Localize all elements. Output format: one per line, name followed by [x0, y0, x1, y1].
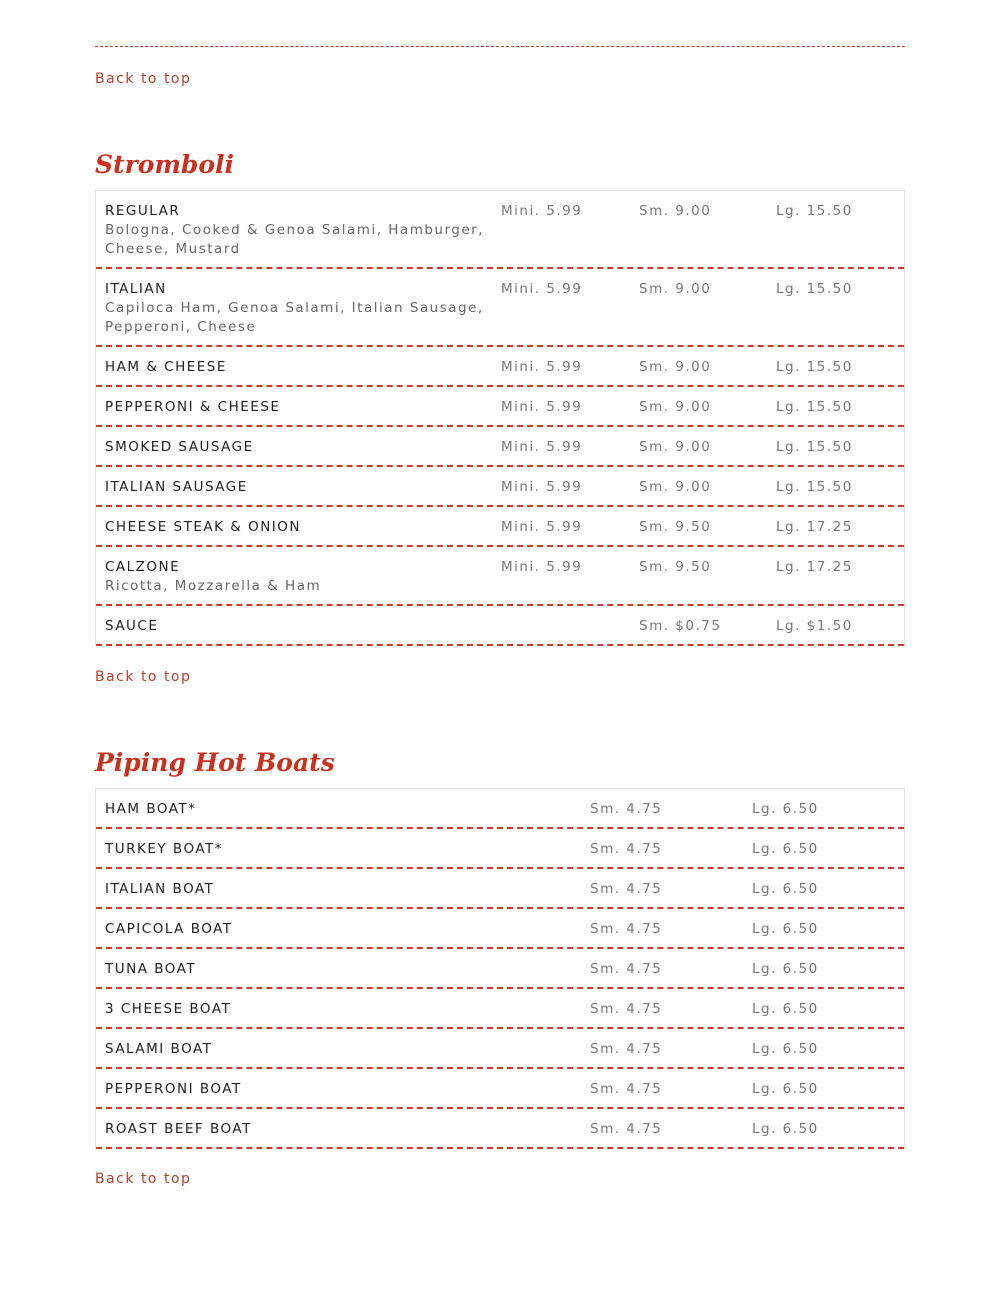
price-small: Sm. 4.75	[590, 961, 663, 977]
menu-row	[96, 1029, 904, 1069]
top-divider	[95, 46, 905, 47]
price-small: Sm. 4.75	[590, 841, 663, 857]
price-large: Lg. 15.50	[776, 479, 853, 495]
item-name: ROAST BEEF BOAT	[105, 1121, 252, 1137]
section-title-boats: Piping Hot Boats	[95, 748, 335, 777]
price-large: Lg. 17.25	[776, 519, 853, 535]
menu-row	[96, 869, 904, 909]
item-name: CHEESE STEAK & ONION	[105, 519, 302, 535]
price-large: Lg. 17.25	[776, 559, 853, 575]
item-name: ITALIAN BOAT	[105, 881, 215, 897]
price-small: Sm. 4.75	[590, 921, 663, 937]
price-mini: Mini. 5.99	[501, 559, 583, 575]
price-small: Sm. 4.75	[590, 1081, 663, 1097]
item-name: TUNA BOAT	[105, 961, 197, 977]
back-to-top-link[interactable]: Back to top	[95, 71, 192, 87]
menu-row	[96, 789, 904, 829]
price-large: Lg. 15.50	[776, 281, 853, 297]
back-to-top-link[interactable]: Back to top	[95, 1171, 192, 1187]
price-mini: Mini. 5.99	[501, 359, 583, 375]
price-large: Lg. 15.50	[776, 359, 853, 375]
menu-row	[96, 507, 904, 547]
item-name: CAPICOLA BOAT	[105, 921, 233, 937]
price-mini: Mini. 5.99	[501, 479, 583, 495]
menu-row	[96, 547, 904, 606]
price-large: Lg. 6.50	[752, 841, 819, 857]
item-name: PEPPERONI & CHEESE	[105, 399, 281, 415]
stromboli-menu-table	[95, 190, 905, 646]
price-small: Sm. 4.75	[590, 1001, 663, 1017]
menu-row	[96, 606, 904, 646]
price-large: Lg. 6.50	[752, 961, 819, 977]
price-small: Sm. $0.75	[639, 618, 722, 634]
item-name: ITALIAN	[105, 281, 167, 297]
item-name: HAM & CHEESE	[105, 359, 227, 375]
price-large: Lg. 6.50	[752, 1121, 819, 1137]
item-description: Bologna, Cooked & Genoa Salami, Hamburger, Cheese, Mustard	[105, 222, 485, 257]
menu-row	[96, 467, 904, 507]
item-name: SAUCE	[105, 618, 159, 634]
boats-menu-table	[95, 788, 905, 1149]
item-name: ITALIAN SAUSAGE	[105, 479, 248, 495]
price-small: Sm. 9.00	[639, 439, 712, 455]
item-description: Ricotta, Mozzarella & Ham	[105, 578, 322, 594]
menu-row	[96, 909, 904, 949]
section-title-stromboli: Stromboli	[95, 150, 235, 179]
menu-row	[96, 989, 904, 1029]
back-to-top-link[interactable]: Back to top	[95, 669, 192, 685]
item-name: REGULAR	[105, 203, 181, 219]
menu-row	[96, 1069, 904, 1109]
menu-row	[96, 427, 904, 467]
price-small: Sm. 9.50	[639, 559, 712, 575]
price-mini: Mini. 5.99	[501, 203, 583, 219]
price-large: Lg. 15.50	[776, 439, 853, 455]
item-name: PEPPERONI BOAT	[105, 1081, 242, 1097]
menu-row	[96, 1109, 904, 1149]
menu-row	[96, 269, 904, 347]
menu-row	[96, 347, 904, 387]
item-name: HAM BOAT*	[105, 801, 197, 817]
price-large: Lg. 15.50	[776, 203, 853, 219]
price-small: Sm. 9.00	[639, 399, 712, 415]
price-small: Sm. 9.00	[639, 359, 712, 375]
price-large: Lg. 6.50	[752, 1001, 819, 1017]
item-description: Capiloca Ham, Genoa Salami, Italian Sausage, Pepperoni, Cheese	[105, 300, 484, 335]
price-large: Lg. 6.50	[752, 801, 819, 817]
price-mini: Mini. 5.99	[501, 519, 583, 535]
price-mini: Mini. 5.99	[501, 281, 583, 297]
item-name: SMOKED SAUSAGE	[105, 439, 254, 455]
item-name: 3 CHEESE BOAT	[105, 1001, 232, 1017]
menu-row	[96, 829, 904, 869]
price-large: Lg. 6.50	[752, 921, 819, 937]
item-name: SALAMI BOAT	[105, 1041, 213, 1057]
price-small: Sm. 9.00	[639, 281, 712, 297]
menu-row	[96, 949, 904, 989]
item-name: TURKEY BOAT*	[105, 841, 224, 857]
price-small: Sm. 9.00	[639, 203, 712, 219]
price-small: Sm. 9.00	[639, 479, 712, 495]
price-large: Lg. $1.50	[776, 618, 853, 634]
price-mini: Mini. 5.99	[501, 399, 583, 415]
price-large: Lg. 6.50	[752, 1041, 819, 1057]
price-mini: Mini. 5.99	[501, 439, 583, 455]
price-small: Sm. 9.50	[639, 519, 712, 535]
price-large: Lg. 15.50	[776, 399, 853, 415]
price-small: Sm. 4.75	[590, 801, 663, 817]
menu-row	[96, 387, 904, 427]
price-small: Sm. 4.75	[590, 881, 663, 897]
price-small: Sm. 4.75	[590, 1121, 663, 1137]
price-large: Lg. 6.50	[752, 1081, 819, 1097]
menu-row	[96, 191, 904, 269]
price-small: Sm. 4.75	[590, 1041, 663, 1057]
price-large: Lg. 6.50	[752, 881, 819, 897]
item-name: CALZONE	[105, 559, 181, 575]
